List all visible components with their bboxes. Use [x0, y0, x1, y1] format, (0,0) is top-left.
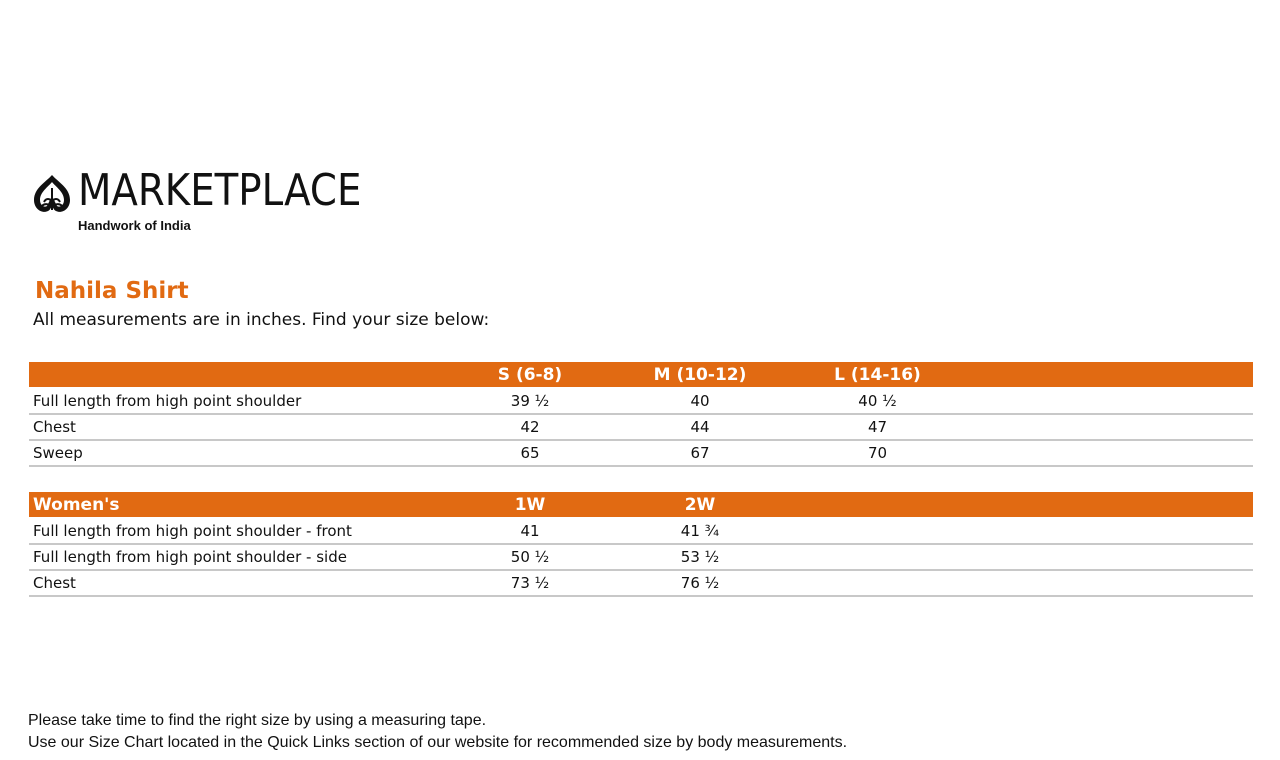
header-womens: Women's: [29, 492, 445, 518]
cell-empty: [785, 544, 970, 570]
header-size-2w: 2W: [615, 492, 785, 518]
brand-name: MARKETPLACE: [78, 165, 362, 216]
cell-empty: [785, 570, 970, 596]
cell-value: 70: [785, 440, 970, 466]
table-row: [29, 570, 1253, 596]
cell-filler: [970, 414, 1253, 440]
cell-value: 50 ½: [445, 544, 615, 570]
header-filler: [970, 362, 1253, 388]
table-row: [29, 518, 1253, 544]
footer-note: [28, 710, 847, 754]
table-row: [29, 440, 1253, 466]
cell-filler: [970, 388, 1253, 414]
cell-filler: [970, 518, 1253, 544]
brand-logo: [30, 165, 410, 236]
cell-value: 41: [445, 518, 615, 544]
header-size-m: M (10-12): [615, 362, 785, 388]
header-size-s: S (6-8): [445, 362, 615, 388]
table-row: [29, 544, 1253, 570]
cell-value: 76 ½: [615, 570, 785, 596]
page-title: Nahila Shirt: [35, 278, 189, 304]
cell-filler: [970, 570, 1253, 596]
size-table-standard: [29, 362, 1253, 467]
cell-filler: [970, 544, 1253, 570]
cell-empty: [785, 518, 970, 544]
brand-tagline: Handwork of India: [78, 218, 191, 233]
row-label: Chest: [29, 570, 445, 596]
cell-filler: [970, 440, 1253, 466]
cell-value: 65: [445, 440, 615, 466]
cell-value: 53 ½: [615, 544, 785, 570]
row-label: Full length from high point shoulder - side: [29, 544, 445, 570]
header-size-l: L (14-16): [785, 362, 970, 388]
leaf-emblem-icon: [30, 172, 74, 216]
table-header-row: [29, 492, 1253, 518]
row-label: Full length from high point shoulder - front: [29, 518, 445, 544]
cell-value: 44: [615, 414, 785, 440]
table-header-row: [29, 362, 1253, 388]
table-row: [29, 388, 1253, 414]
intro-text: All measurements are in inches. Find your size below:: [33, 310, 490, 330]
row-label: Chest: [29, 414, 445, 440]
cell-value: 47: [785, 414, 970, 440]
cell-value: 67: [615, 440, 785, 466]
header-label: [29, 362, 445, 388]
cell-value: 39 ½: [445, 388, 615, 414]
header-empty: [785, 492, 970, 518]
footer-line-2: Use our Size Chart located in the Quick Links section of our website for recommended size by body measurements.: [28, 734, 848, 751]
row-label: Full length from high point shoulder: [29, 388, 445, 414]
header-filler: [970, 492, 1253, 518]
size-table-womens: [29, 492, 1253, 597]
footer-line-1: Please take time to find the right size by using a measuring tape.: [28, 712, 487, 729]
cell-value: 42: [445, 414, 615, 440]
cell-value: 40 ½: [785, 388, 970, 414]
header-size-1w: 1W: [445, 492, 615, 518]
cell-value: 73 ½: [445, 570, 615, 596]
row-label: Sweep: [29, 440, 445, 466]
cell-value: 40: [615, 388, 785, 414]
cell-value: 41 ¾: [615, 518, 785, 544]
table-row: [29, 414, 1253, 440]
